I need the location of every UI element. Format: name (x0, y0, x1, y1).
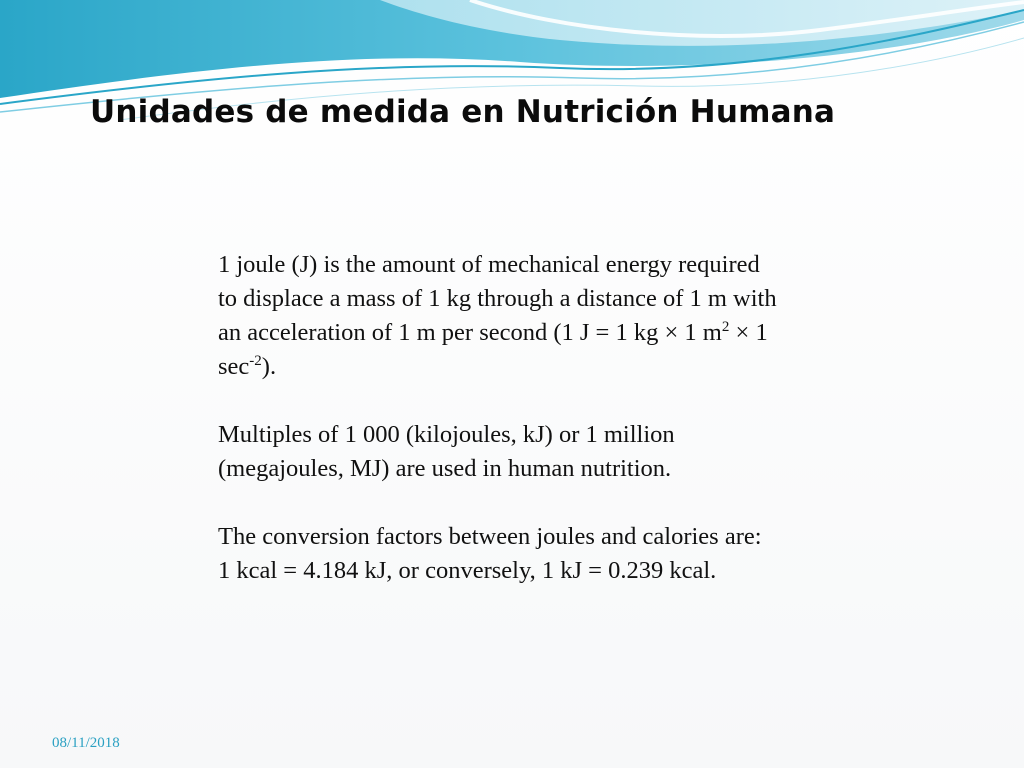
superscript-2: 2 (721, 318, 730, 335)
superscript-minus-2: -2 (249, 352, 262, 369)
joule-text-c: ). (261, 353, 277, 380)
body-text (218, 248, 778, 622)
paragraph-multiples: Multiples of 1 000 (kilojoules, kJ) or 1 million (megajoules, MJ) are used in human nutrition. (218, 421, 675, 482)
paragraph-joule-definition (218, 248, 778, 384)
joule-text-b: × 1 sec (218, 319, 768, 380)
slide-title: Unidades de medida en Nutrición Humana (90, 94, 836, 130)
joule-text-a: 1 joule (J) is the amount of mechanical energy required to displace a mass of 1 kg through a distance of 1 m with an acceleration of 1 m per second (1 J = 1 kg × 1 m (218, 251, 777, 346)
paragraph-conversion: The conversion factors between joules and calories are: 1 kcal = 4.184 kJ, or conversely, 1 kJ = 0.239 kcal. (218, 523, 762, 584)
slide-date: 08/11/2018 (52, 735, 120, 751)
